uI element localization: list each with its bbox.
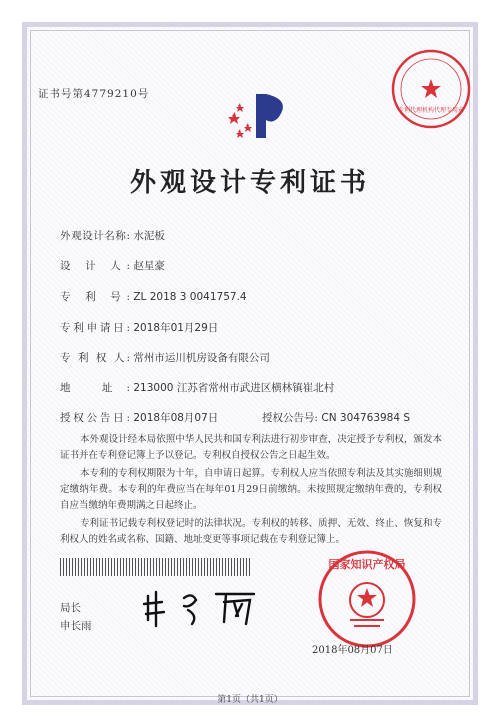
paragraph-term: 本专利的专利权期限为十年，自申请日起算。专利权人应当依照专利法及其实施细则规定缴纳年费。本专利的年费应当在每年01月29日前缴纳。未按照规定缴纳年费的，专利权自应当缴纳年费期满之日起终止。 [60, 468, 442, 511]
field-design-name [60, 228, 165, 243]
official-seal-icon [316, 548, 418, 650]
agency-stamp-icon [388, 46, 474, 132]
paragraph-grant: 本外观设计经本局依照中华人民共和国专利法进行初步审查，决定授予专利权，颁发本证书并在专利登记簿上予以登记。专利权自授权公告之日起生效。 [60, 434, 442, 461]
field-value: 常州市运川机房设备有限公司 [133, 352, 270, 364]
field-publication-number [262, 410, 410, 425]
field-label: 授权公告号: [262, 412, 319, 424]
patent-office-logo-icon [226, 86, 296, 142]
agency-stamp-text: 专利代理机构代理专用章 [397, 107, 465, 114]
field-label: 授权公告日: [60, 412, 130, 424]
field-value: CN 304763984 S [321, 412, 411, 424]
barcode [60, 558, 250, 576]
field-value: 水泥板 [133, 230, 165, 242]
field-label: 专 利 号: [60, 291, 130, 303]
seal-date: 2018年08月07日 [312, 645, 393, 656]
field-value: ZL 2018 3 0041757.4 [133, 291, 247, 303]
certificate-title: 外观设计专利证书 [129, 168, 370, 198]
page-footer: 第1页（共1页） [217, 695, 283, 705]
signatory-name: 申长雨 [60, 620, 92, 632]
field-value: 赵星豪 [133, 260, 165, 272]
field-label: 设 计 人: [60, 260, 130, 272]
field-label: 地 址: [60, 382, 130, 394]
handwritten-signature-icon [140, 586, 262, 628]
paragraph-status: 专利证书记载专利权登记时的法律状况。专利权的转移、质押、无效、终止、恢复和专利权人的姓名或名称、国籍、地址变更等事项记载在专利登记簿上。 [60, 518, 442, 545]
field-value: 2018年01月29日 [133, 322, 219, 334]
field-address [60, 380, 334, 395]
field-patent-number [60, 289, 247, 304]
field-value: 2018年08月07日 [133, 412, 219, 424]
seal-text: 国家知识产权局 [328, 558, 406, 571]
signatory-title: 局长 [60, 602, 81, 614]
field-label: 专 利 权 人: [60, 352, 130, 364]
field-grant-date [60, 410, 218, 425]
field-value: 213000 江苏省常州市武进区横林镇崔北村 [133, 382, 335, 394]
field-patentee [60, 350, 270, 365]
field-label: 外观设计名称: [60, 230, 130, 242]
certificate-number: 证书号第4779210号 [38, 88, 150, 100]
field-label: 专利申请日: [60, 322, 130, 334]
field-application-date [60, 320, 218, 335]
field-designer [60, 258, 165, 273]
